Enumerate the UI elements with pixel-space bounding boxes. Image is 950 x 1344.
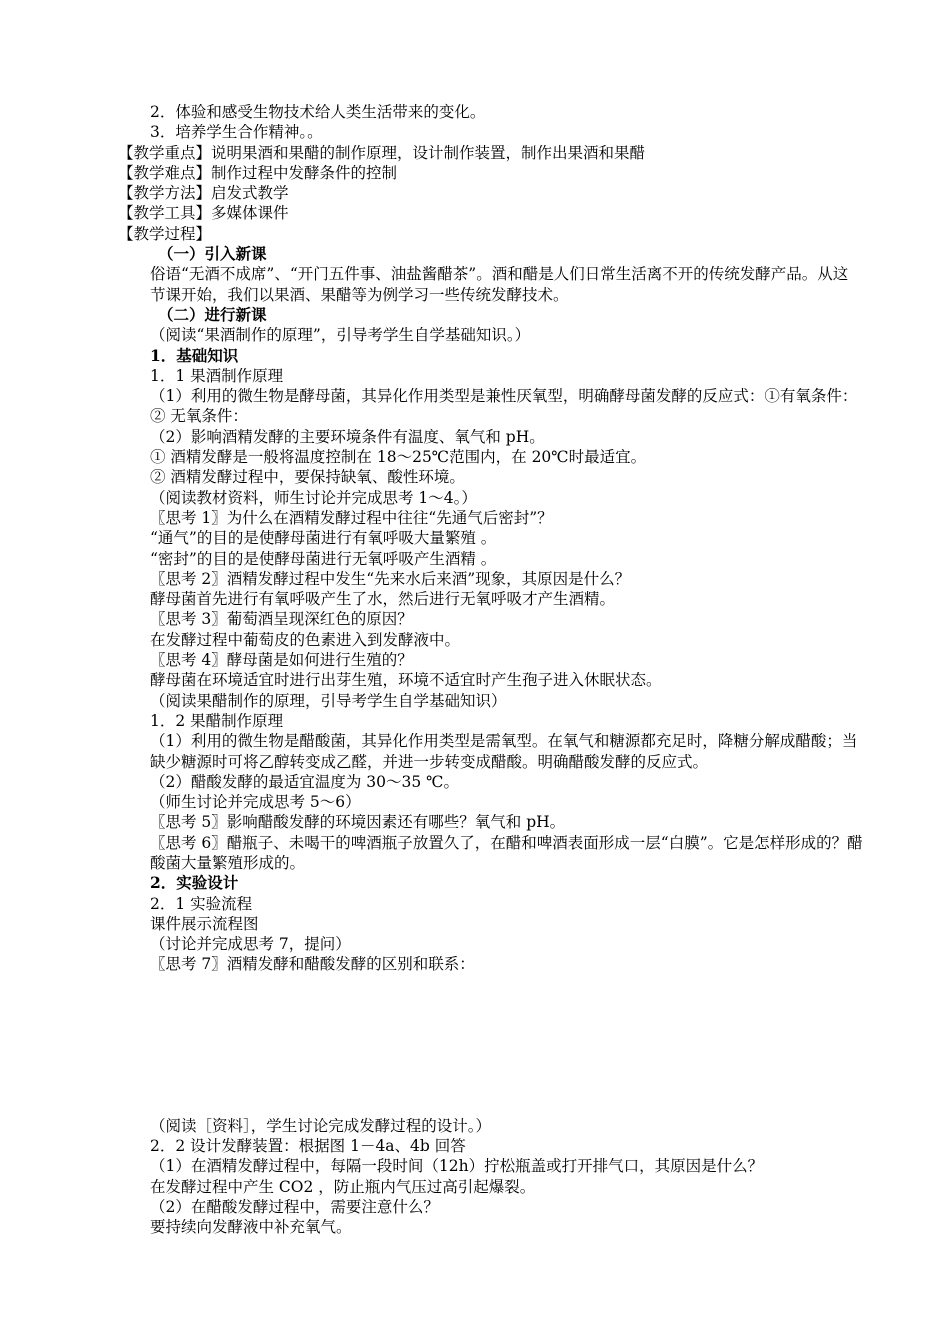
- text-line: （阅读“果酒制作的原理”，引导考学生自学基础知识。）: [150, 326, 531, 345]
- text-line: 〖思考 4〗酵母菌是如何进行生殖的？: [150, 651, 413, 670]
- text-line: 〖思考 3〗葡萄酒呈现深红色的原因？: [150, 610, 413, 629]
- text-line: 〖思考 7〗酒精发酵和醋酸发酵的区别和联系：: [150, 955, 475, 974]
- text-line: （2）影响酒精发酵的主要环境条件有温度、氧气和 pH。: [150, 427, 545, 446]
- text-line: 要持续向发酵液中补充氧气。: [150, 1218, 352, 1237]
- text-line: 【教学工具】多媒体课件: [118, 204, 289, 223]
- text-line: ① 酒精发酵是一般将温度控制在 18～25℃范围内，在 20℃时最适宜。: [150, 448, 647, 467]
- text-line: 〖思考 6〗醋瓶子、未喝干的啤酒瓶子放置久了，在醋和啤酒表面形成一层“白膜”。它是怎样形成的？醋酸菌大量繁殖形成的。: [150, 833, 863, 872]
- section-heading: （二）进行新课: [158, 304, 267, 324]
- text-line: 酵母菌在环境适宜时进行出芽生殖，环境不适宜时产生孢子进入休眠状态。: [150, 671, 662, 690]
- text-line: 2．2 设计发酵装置：根据图 1－4a、4b 回答: [150, 1137, 466, 1156]
- text-line: 【教学方法】启发式教学: [118, 184, 289, 203]
- blank-space: [118, 975, 863, 1116]
- document-body: [118, 102, 863, 1238]
- text-line: 在发酵过程中葡萄皮的色素进入到发酵液中。: [150, 630, 461, 649]
- text-line: 1．2 果醋制作原理: [150, 711, 284, 730]
- text-line: 2．体验和感受生物技术给人类生活带来的变化。: [150, 103, 486, 121]
- text-line: （1）在酒精发酵过程中，每隔一段时间（12h）拧松瓶盖或打开排气口，其原因是什么？: [150, 1157, 764, 1176]
- text-line: “密封”的目的是使酵母菌进行无氧呼吸产生酒精 。: [150, 549, 497, 568]
- text-line: 〖思考 2〗酒精发酵过程中发生“先来水后来酒”现象，其原因是什么？: [150, 569, 631, 588]
- text-line: 〖思考 1〗为什么在酒精发酵过程中往往“先通气后密封”？: [150, 508, 553, 527]
- text-line: （讨论并完成思考 7，提问）: [150, 935, 351, 954]
- text-line: 俗语“无酒不成席”、“开门五件事、油盐酱醋茶”。酒和醋是人们日常生活离不开的传统发酵产品。从这节课开始，我们以果酒、果醋等为例学习一些传统发酵技术。: [150, 265, 849, 304]
- section-heading: （一）引入新课: [158, 244, 267, 264]
- section-heading: 1．基础知识: [150, 345, 239, 365]
- text-line: （阅读［资料］，学生讨论完成发酵过程的设计。）: [150, 1116, 492, 1135]
- text-line: 【教学过程】: [118, 224, 212, 243]
- text-line: ② 无氧条件：: [150, 407, 248, 426]
- text-line: （师生讨论并完成思考 5～6）: [150, 793, 361, 812]
- text-line: 在发酵过程中产生 CO2 ，防止瓶内气压过高引起爆裂。: [150, 1177, 536, 1196]
- text-line: ② 酒精发酵过程中，要保持缺氧、酸性环境。: [150, 468, 465, 487]
- text-line: （2）醋酸发酵的最适宜温度为 30～35 ℃。: [150, 772, 460, 791]
- text-line: 课件展示流程图: [150, 914, 259, 933]
- text-line: 〖思考 5〗影响醋酸发酵的环境因素还有哪些？氧气和 pH。: [150, 813, 566, 832]
- text-line: （2）在醋酸发酵过程中，需要注意什么？: [150, 1197, 439, 1216]
- text-line: （阅读教材资料，师生讨论并完成思考 1～4。）: [150, 488, 477, 507]
- section-heading: 2．实验设计: [150, 873, 239, 893]
- text-line: 酵母菌首先进行有氧呼吸产生了水，然后进行无氧呼吸才产生酒精。: [150, 590, 616, 609]
- text-line: 【教学重点】说明果酒和果醋的制作原理，设计制作装置，制作出果酒和果醋: [118, 143, 646, 162]
- text-line: 3．培养学生合作精神。。: [150, 123, 323, 142]
- text-line: （阅读果醋制作的原理，引导考学生自学基础知识）: [150, 691, 507, 710]
- text-line: （1）利用的微生物是醋酸菌，其异化作用类型是需氧型。在氧气和糖源都充足时，降糖分解成醋酸；当缺少糖源时可将乙醇转变成乙醛，并进一步转变成醋酸。明确醋酸发酵的反应式。: [150, 732, 858, 771]
- text-line: 2．1 实验流程: [150, 894, 253, 913]
- text-line: “通气”的目的是使酵母菌进行有氧呼吸大量繁殖 。: [150, 529, 497, 548]
- text-line: 【教学难点】制作过程中发酵条件的控制: [118, 163, 398, 182]
- text-line: 1．1 果酒制作原理: [150, 366, 284, 385]
- text-line: （1）利用的微生物是酵母菌，其异化作用类型是兼性厌氧型，明确酵母菌发酵的反应式：①有氧条件：: [150, 387, 858, 406]
